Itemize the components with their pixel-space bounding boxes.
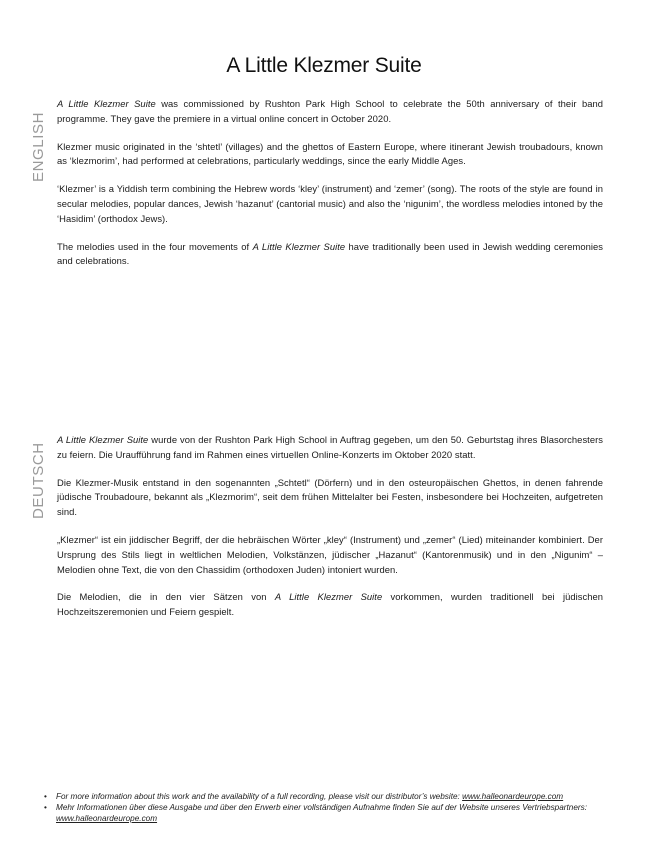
- distributor-website-link[interactable]: www.halleonardeurope.com: [462, 792, 564, 801]
- english-paragraph-4: [57, 240, 603, 270]
- distributor-website-link[interactable]: www.halleonardeurope.com: [56, 814, 158, 823]
- work-title-italic: A Little Klezmer Suite: [274, 591, 383, 603]
- deutsch-section: [57, 433, 603, 633]
- footnote-text: Mehr Informationen über diese Ausgabe und über den Erwerb einer vollständigen Aufnahme finden Sie auf der Website unseres Vertriebspartners:: [56, 803, 587, 812]
- english-section: [57, 97, 603, 282]
- deutsch-paragraph-4: [57, 590, 603, 620]
- footnote-text: For more information about this work and the availability of a full recording, please visit our distributor’s website:: [56, 792, 463, 801]
- english-paragraph-3: ‘Klezmer’ is a Yiddish term combining the Hebrew words ‘kley’ (instrument) and ‘zemer’ (song). The roots of the style are found in secular melodies, popular dances, Jewish ‘hazanut’ (cantorial music) and also the ‘nigunim’, the wordless melodies intoned by the ‘Hasidim’ (orthodox Jews).: [57, 183, 603, 224]
- footnote-deutsch: [44, 802, 614, 824]
- footnotes: [44, 791, 614, 824]
- english-paragraph-1: [57, 97, 603, 127]
- work-title-italic: A Little Klezmer Suite: [252, 240, 346, 252]
- page-title: A Little Klezmer Suite: [226, 54, 422, 77]
- work-title-italic: A Little Klezmer Suite: [57, 434, 149, 445]
- deutsch-paragraph-2: Die Klezmer-Musik entstand in den sogenannten „Schtetl“ (Dörfern) und in den osteuropäischen Ghettos, in denen fahrende jüdische Troubadoure, bekannt als „Klezmorim“, seit dem frühen Mittelalter bei Festen, insbesondere bei Hochzeiten, aufgetreten sind.: [57, 476, 603, 518]
- english-paragraph-2: Klezmer music originated in the ‘shtetl’ (villages) and the ghettos of Eastern Europe, where itinerant Jewish troubadours, known as ‘klezmorim’, had performed at celebrations, particularly weddings, since the early Middle Ages.: [57, 140, 603, 167]
- paragraph-text: was commissioned by Rushton Park High School to celebrate the 50th anniversary of their band programme. They gave the premiere in a virtual online concert in October 2020.: [57, 98, 603, 124]
- paragraph-text: vorkommen, wurden traditionell bei jüdischen Hochzeitszeremonien und Feiern gespielt.: [57, 591, 604, 618]
- paragraph-text: Die Melodien, die in den vier Sätzen von: [57, 591, 275, 603]
- bullet-icon: •: [44, 792, 47, 801]
- paragraph-text: The melodies used in the four movements of: [57, 240, 253, 252]
- work-title-italic: A Little Klezmer Suite: [57, 98, 156, 109]
- deutsch-paragraph-3: „Klezmer“ ist ein jiddischer Begriff, der die hebräischen Wörter „kley“ (Instrument) und „zemer“ (Lied) miteinander kombiniert. Der Ursprung des Stils liegt in weltlichen Melodien, Volkstänzen, jüdischer „Hazanut“ (Kantorenmusik) und in den „Nigunim“ – Melodien ohne Text, die von den Chassidim (orthodoxen Juden) intoniert wurden.: [57, 533, 603, 575]
- paragraph-text: have traditionally been used in Jewish wedding ceremonies and celebrations.: [57, 240, 603, 267]
- footnote-english: [44, 791, 614, 802]
- section-label-english: ENGLISH: [30, 111, 47, 182]
- paragraph-text: wurde von der Rushton Park High School in Auftrag gegeben, um den 50. Geburtstag ihres Blasorchesters zu feiern. Die Uraufführung fand im Rahmen eines virtuellen Online-Konzerts im Oktober 2020 statt.: [57, 434, 604, 460]
- bullet-icon: •: [44, 803, 47, 812]
- deutsch-paragraph-1: [57, 433, 603, 463]
- section-label-deutsch: DEUTSCH: [30, 442, 47, 519]
